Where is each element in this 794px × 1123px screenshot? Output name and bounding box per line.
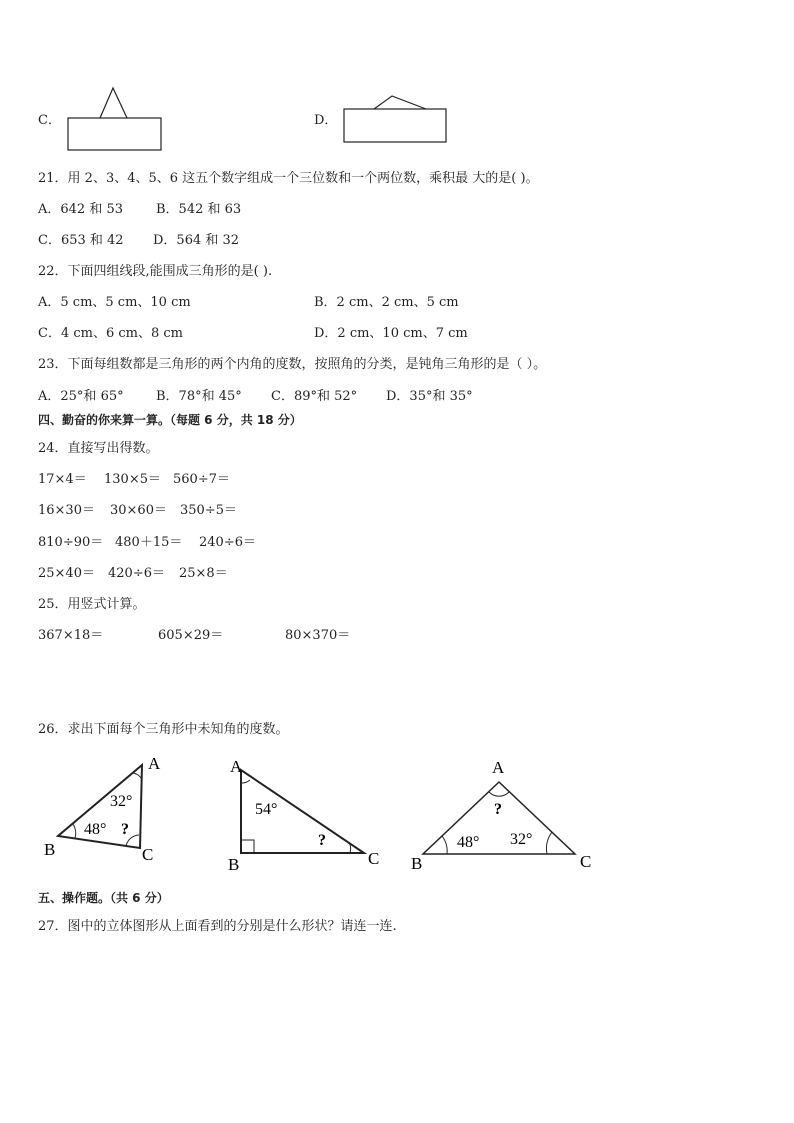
calc-item: 560÷7＝ — [173, 472, 230, 487]
angle-b-value: 48° — [457, 834, 480, 851]
vertex-b-label: B — [228, 855, 240, 874]
calc-item: 16×30＝ — [38, 503, 95, 518]
option-d-label: D． — [314, 113, 338, 128]
triangle-2 — [228, 752, 388, 877]
question-22: 22．下面四组线段,能围成三角形的是( ). — [38, 264, 273, 279]
section-5-title: 五、操作题。（共 6 分） — [38, 891, 169, 905]
question-21: 21．用 2、3、4、5、6 这五个数字组成一个三位数和一个两位数，乘积最 大的是( )。 — [38, 171, 539, 186]
q22-option-c: C．4 cm、6 cm、8 cm — [38, 326, 183, 341]
vertex-b-label: B — [411, 854, 423, 873]
question-25: 25．用竖式计算。 — [38, 597, 146, 612]
option-c-label: C． — [38, 113, 61, 128]
q23-option-b: B．78°和 45° — [156, 389, 242, 404]
calc-item: 25×8＝ — [179, 566, 228, 581]
q21-option-b: B．542 和 63 — [156, 202, 242, 217]
option-c-figure — [66, 85, 166, 155]
q21-option-a: A．642 和 53 — [38, 202, 124, 217]
calc-item: 350÷5＝ — [180, 503, 237, 518]
vertical-calc-item: 605×29＝ — [158, 628, 224, 643]
question-24: 24．直接写出得数。 — [38, 441, 159, 456]
option-d-figure — [341, 93, 451, 148]
unknown-angle-mark: ? — [494, 801, 502, 818]
vertical-calc-item: 367×18＝ — [38, 628, 104, 643]
angle-a-value: 32° — [110, 793, 133, 810]
question-27: 27．图中的立体图形从上面看到的分别是什么形状？请连一连. — [38, 919, 397, 934]
calc-item: 810÷90＝ — [38, 535, 104, 550]
angle-a-value: 54° — [255, 801, 278, 818]
unknown-angle-mark: ? — [318, 832, 326, 849]
vertex-a-label: A — [230, 757, 243, 776]
q23-option-d: D．35°和 35° — [386, 389, 473, 404]
section-4-title: 四、勤奋的你来算一算。（每题 6 分，共 18 分） — [38, 413, 302, 427]
q22-option-a: A．5 cm、5 cm、10 cm — [38, 295, 191, 310]
q21-option-d: D．564 和 32 — [153, 233, 240, 248]
calc-item: 420÷6＝ — [108, 566, 165, 581]
triangle-1 — [40, 752, 170, 867]
unknown-angle-mark: ? — [121, 821, 129, 838]
angle-c-value: 32° — [510, 831, 533, 848]
vertex-a-label: A — [148, 754, 161, 773]
q21-option-c: C．653 和 42 — [38, 233, 124, 248]
triangle-3 — [405, 752, 605, 877]
q23-option-a: A．25°和 65° — [38, 389, 124, 404]
vertex-a-label: A — [492, 758, 505, 777]
calc-item: 25×40＝ — [38, 566, 95, 581]
vertex-c-label: C — [580, 852, 592, 871]
angle-b-value: 48° — [84, 821, 107, 838]
calc-item: 480＋15＝ — [115, 535, 183, 550]
calc-item: 17×4＝ — [38, 472, 87, 487]
calc-item: 30×60＝ — [110, 503, 167, 518]
calc-item: 240÷6＝ — [199, 535, 256, 550]
vertex-c-label: C — [142, 845, 154, 864]
vertex-b-label: B — [44, 840, 56, 859]
question-23: 23．下面每组数都是三角形的两个内角的度数，按照角的分类，是钝角三角形的是（ ）。 — [38, 357, 547, 372]
vertex-c-label: C — [368, 849, 380, 868]
q22-option-d: D．2 cm、10 cm、7 cm — [314, 326, 468, 341]
question-26: 26．求出下面每个三角形中未知角的度数。 — [38, 722, 289, 737]
calc-item: 130×5＝ — [104, 472, 161, 487]
q23-option-c: C．89°和 52° — [271, 389, 358, 404]
vertical-calc-item: 80×370＝ — [285, 628, 351, 643]
q22-option-b: B．2 cm、2 cm、5 cm — [314, 295, 459, 310]
